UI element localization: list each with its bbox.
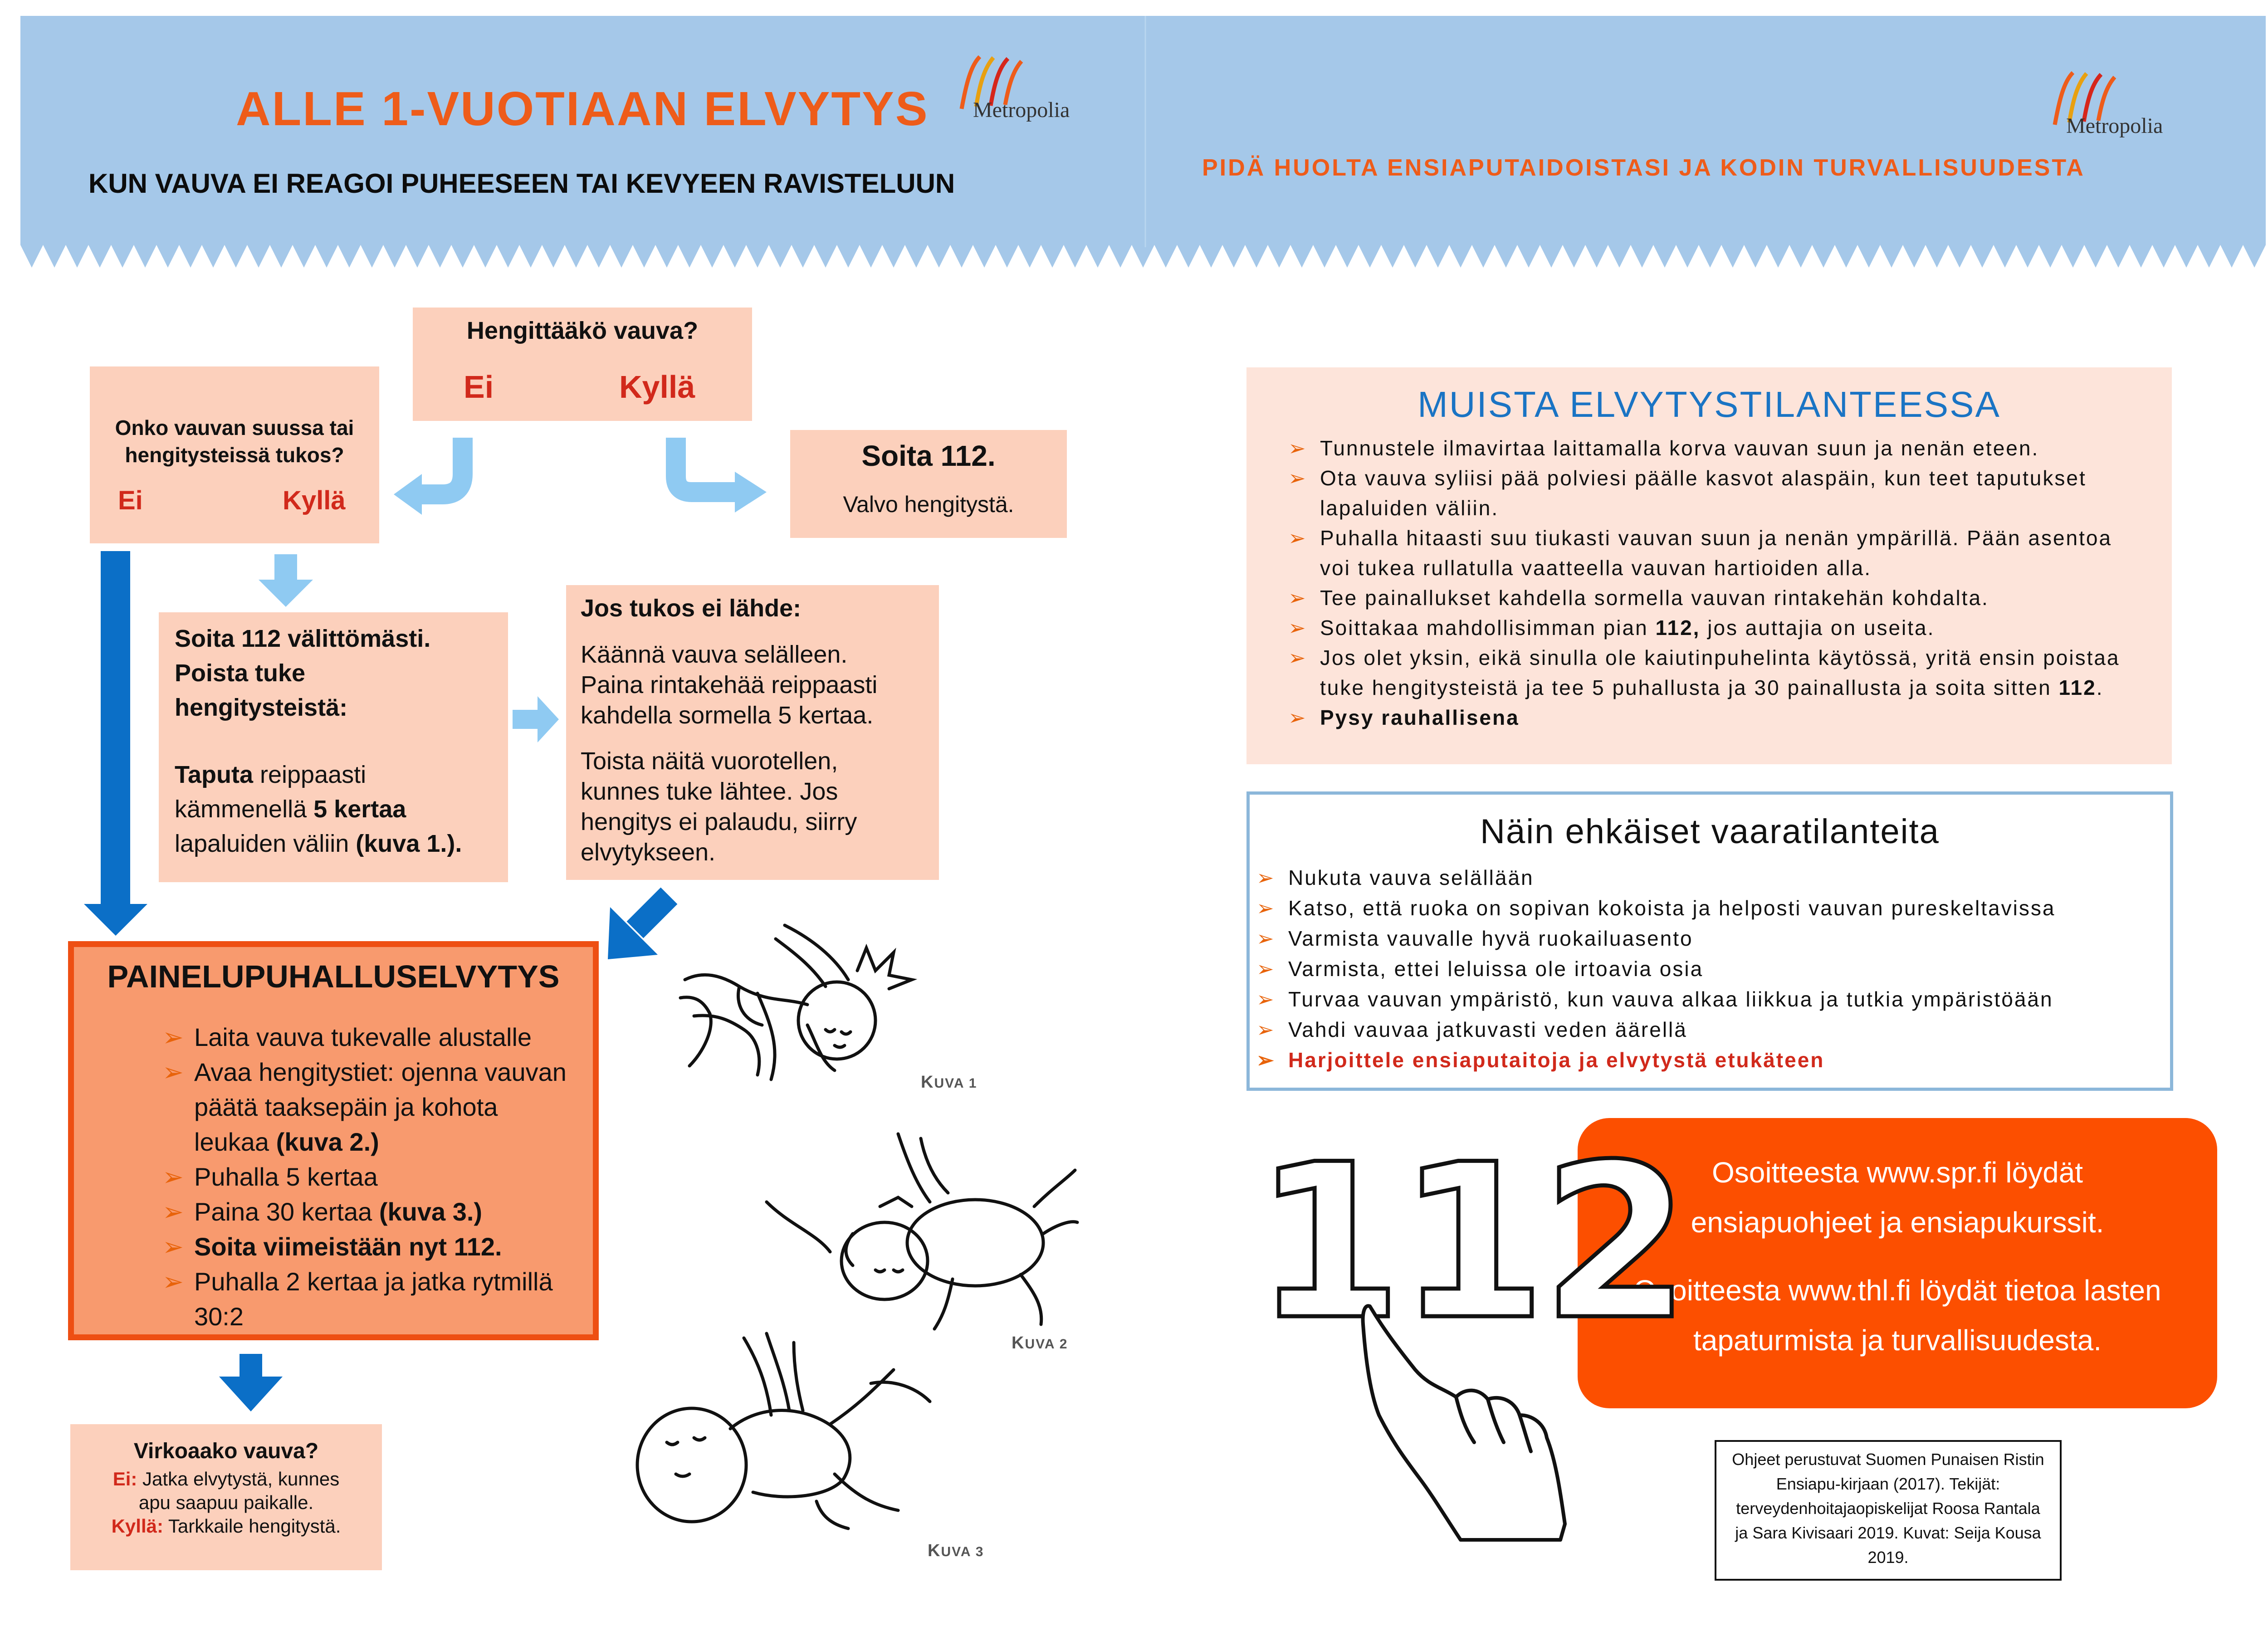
remember-item-text-end: jos auttajia on useita. <box>1700 616 1935 640</box>
cpr-step <box>162 1264 571 1334</box>
cpr-step-text: Paina 30 kertaa <box>194 1197 379 1226</box>
cpr-step-text: Avaa hengitystiet: ojenna vauvan päätä taaksepäin ja kohota leukaa <box>194 1058 567 1156</box>
arrow-obstruction-no-head <box>84 904 147 936</box>
wake-answers <box>99 1467 353 1538</box>
credits-box <box>1715 1440 2062 1581</box>
cpr-box <box>68 941 599 1340</box>
remember-item-text: Soittakaa mahdollisimman pian <box>1320 616 1656 640</box>
wake-no-label: Ei: <box>112 1468 137 1489</box>
breathing-yes-option: Kyllä <box>619 369 695 405</box>
arrow-to-wake-shaft <box>240 1354 262 1377</box>
not-cleared-step2: Toista näitä vuorotellen, kunnes tuke lähtee. Jos hengitys ei palaudu, siirry elvytykseen. <box>581 747 857 866</box>
prevent-item: ➢ Vahdi vauvaa jatkuvasti veden äärellä <box>1256 1015 2159 1045</box>
arrow-to-not-cleared-shaft <box>513 710 538 729</box>
illustration-figure-1 <box>676 907 930 1102</box>
cpr-step-emphasis: (kuva 3.) <box>379 1197 483 1226</box>
cpr-step <box>162 1194 571 1229</box>
main-subtitle: KUN VAUVA EI REAGOI PUHEESEEN TAI KEVYEEN RAVISTELUUN <box>88 168 955 199</box>
arrow-to-cpr-diagonal <box>635 896 669 930</box>
remember-box <box>1246 367 2172 764</box>
credits-text: Ohjeet perustuvat Suomen Punaisen Ristin Ensiapu-kirjaan (2017). Tekijät: terveydenhoitajaopiskelijat Roosa Rantala ja Sara Kivisaari 2019. Kuvat: Seija Kousa 2019. <box>1732 1450 2044 1567</box>
figure-2-label: KUVA 2 <box>1012 1333 1068 1353</box>
cpr-step <box>162 1020 571 1055</box>
remember-item <box>1288 613 2132 643</box>
cpr-step-text: Puhalla 2 kertaa ja jatka rytmillä 30:2 <box>194 1267 553 1331</box>
obstruction-no-option: Ei <box>118 486 143 515</box>
cpr-step <box>162 1159 571 1194</box>
prevent-item: ➢ Varmista, ettei leluissa ole irtoavia osia <box>1256 954 2159 984</box>
arrow-obstruction-yes-shaft <box>274 554 297 581</box>
pointing-finger-icon <box>1247 1134 1574 1542</box>
remove-obstruction-heading: Soita 112 välittömästi. Poista tuke hengitysteistä: <box>175 625 431 721</box>
remember-item <box>1288 703 2132 732</box>
wake-yes-label: Kyllä: <box>111 1515 163 1537</box>
remember-item-emphasis: Pysy rauhallisena <box>1320 706 1520 729</box>
remember-list <box>1288 433 2132 732</box>
remember-item-emphasis: 112 <box>2058 676 2097 699</box>
obstruction-yes-option: Kyllä <box>283 486 346 515</box>
wake-yes-text: Tarkkaile hengitystä. <box>163 1515 341 1537</box>
tap-text: reippaasti kämmenellä <box>175 761 367 823</box>
wake-question-box <box>70 1424 382 1570</box>
remove-obstruction-instructions <box>175 757 492 861</box>
prevent-highlight-item: ➢ Harjoittele ensiaputaitoja ja elvytystä etukäteen <box>1256 1045 2159 1075</box>
cpr-steps <box>162 1020 571 1334</box>
prevent-item: ➢ Turvaa vauvan ympäristö, kun vauva alkaa liikkua ja tutkia ympäristöään <box>1256 984 2159 1015</box>
wake-question: Virkoaako vauva? <box>133 1439 319 1463</box>
cpr-title: PAINELUPUHALLUSELVYTYS <box>107 959 560 994</box>
info-line-spr: Osoitteesta www.spr.fi löydät ensiapuohjeet ja ensiapukurssit. <box>1691 1156 2104 1239</box>
remember-item <box>1288 463 2132 523</box>
remember-item-text: Tunnustele ilmavirtaa laittamalla korva vauvan suun ja nenän eteen. <box>1320 436 2039 460</box>
prevent-item: ➢ Katso, että ruoka on sopivan kokoista ja helposti vauvan pureskeltavissa <box>1256 893 2159 923</box>
cpr-step-text: Laita vauva tukevalle alustalle <box>194 1023 532 1051</box>
call-112-text: Valvo hengitystä. <box>843 492 1014 517</box>
arrow-breathing-no-head <box>394 474 422 515</box>
not-cleared-step1: Käännä vauva selälleen. Paina rintakehää reippaasti kahdella sormella 5 kertaa. <box>581 641 878 729</box>
cpr-step-emphasis: Soita viimeistään nyt 112. <box>194 1232 502 1261</box>
arrow-obstruction-no-shaft <box>101 551 130 905</box>
tap-text2: lapaluiden väliin <box>175 830 356 857</box>
emergency-number: 112 <box>1254 1118 1686 1367</box>
remember-item-emphasis: 112, <box>1655 616 1701 640</box>
illustration-figure-2 <box>762 1125 1080 1352</box>
cpr-step-emphasis: (kuva 2.) <box>276 1128 379 1156</box>
cpr-step-text: Puhalla 5 kertaa <box>194 1162 378 1191</box>
prevent-list <box>1256 863 2159 1075</box>
wake-no-text: Jatka elvytystä, kunnes apu saapuu paikalle. <box>137 1468 340 1513</box>
tap-count: 5 kertaa <box>313 796 406 823</box>
breathing-question: Hengittääkö vauva? <box>466 317 699 344</box>
emergency-number-graphic <box>1247 1118 1686 1542</box>
remember-item-text: Tee painallukset kahdella sormella vauvan rintakehän kohdalta. <box>1320 586 1989 610</box>
not-cleared-box <box>566 585 939 880</box>
not-cleared-title: Jos tukos ei lähde: <box>581 595 802 622</box>
remember-item <box>1288 643 2132 703</box>
prevent-title: Näin ehkäiset vaaratilanteita <box>1480 812 1940 851</box>
prevent-item: ➢ Varmista vauvalle hyvä ruokailuasento <box>1256 923 2159 954</box>
arrow-to-wake-head <box>219 1377 283 1411</box>
tap-label: Taputa <box>175 761 253 788</box>
cpr-step <box>162 1055 571 1159</box>
arrow-to-not-cleared-head <box>538 696 559 742</box>
arrow-obstruction-yes-head <box>259 580 313 607</box>
illustration-figure-3 <box>621 1324 939 1542</box>
figure-1-label: KUVA 1 <box>921 1073 978 1092</box>
figure-3-label: KUVA 3 <box>928 1541 984 1560</box>
tap-figure-ref: (kuva 1.). <box>356 830 462 857</box>
arrow-breathing-no <box>422 438 463 494</box>
arrow-breathing-yes <box>676 438 735 492</box>
obstruction-question: Onko vauvan suussa tai hengitysteissä tukos? <box>115 416 354 467</box>
metropolia-logo-text: Metropolia <box>2066 114 2163 138</box>
remember-item <box>1288 583 2132 613</box>
prevent-item: ➢ Nukuta vauva selällään <box>1256 863 2159 893</box>
remember-item <box>1288 523 2132 583</box>
remember-item-text: Ota vauva syliisi pää polviesi päälle kasvot alaspäin, kun teet taputukset lapaluiden väliin. <box>1320 466 2087 520</box>
remember-item-text: Jos olet yksin, eikä sinulla ole kaiutinpuhelinta käytössä, yritä ensin poistaa tuke hengitysteistä ja tee 5 puhallusta ja 30 painallusta ja soita sitten <box>1320 646 2120 699</box>
info-line-thl: Osoitteesta www.thl.fi löydät tietoa lasten tapaturmista ja turvallisuudesta. <box>1633 1274 2161 1357</box>
cpr-step <box>162 1229 571 1264</box>
remember-title: MUISTA ELVYTYSTILANTEESSA <box>1418 384 2001 425</box>
remember-item-text-end: . <box>2096 676 2104 699</box>
remove-obstruction-box <box>159 612 508 882</box>
arrow-breathing-yes-head <box>735 472 767 513</box>
breathing-no-option: Ei <box>464 369 494 405</box>
main-title: ALLE 1-VUOTIAAN ELVYTYS <box>236 82 929 136</box>
metropolia-logo-text: Metropolia <box>973 98 1070 122</box>
remember-item-text: Puhalla hitaasti suu tiukasti vauvan suun ja nenän ympärillä. Pään asentoa voi tukea rullatulla vaatteella vauvan hartioiden alla. <box>1320 526 2112 580</box>
remember-item <box>1288 433 2132 463</box>
call-112-title: Soita 112. <box>861 439 996 472</box>
header-tagline: PIDÄ HUOLTA ENSIAPUTAIDOISTASI JA KODIN TURVALLISUUDESTA <box>1202 155 2085 181</box>
prevent-box <box>1246 791 2173 1091</box>
